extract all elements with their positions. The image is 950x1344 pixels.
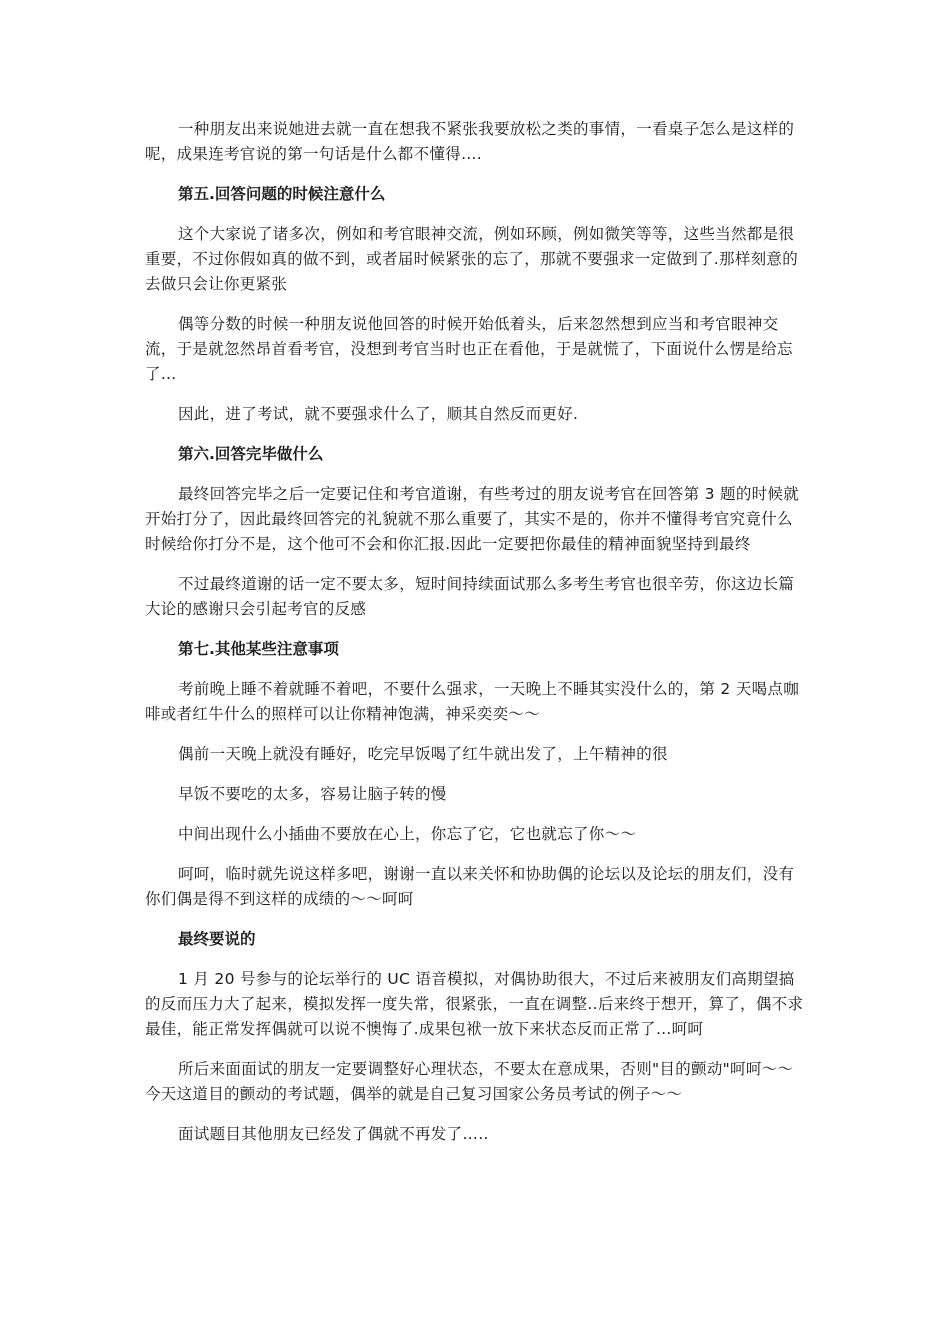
paragraph: 中间出现什么小插曲不要放在心上，你忘了它，它也就忘了你～～ <box>178 825 637 843</box>
paragraph: 面试题目其他朋友已经发了偶就不再发了….. <box>178 1125 489 1143</box>
paragraph: 早饭不要吃的太多，容易让脑子转的慢 <box>178 785 447 803</box>
paragraph: 1 月 20 号参与的论坛举行的 UC 语音模拟，对偶协助很大，不过后来被朋友们高期望搞的反而压力大了起来，模拟发挥一度失常，很紧张，一直在调整..后来终于想开，算了，偶不求最佳，能正常发挥偶就可以说不懊悔了.成果包袱一放下来状态反而正常了…呵呵 <box>145 970 804 1038</box>
document-page <box>145 117 805 1162</box>
section-heading: 最终要说的 <box>178 930 256 948</box>
section-heading: 第五.回答问题的时候注意什么 <box>178 185 386 203</box>
paragraph: 所后来面面试的朋友一定要调整好心理状态，不要太在意成果，否则"目的颤动"呵呵～～今天这道目的颤动的考试题，偶举的就是自己复习国家公务员考试的例子～～ <box>145 1060 794 1103</box>
paragraph: 最终回答完毕之后一定要记住和考官道谢，有些考过的朋友说考官在回答第 3 题的时候就开始打分了，因此最终回答完的礼貌就不那么重要了，其实不是的，你并不懂得考官究竟什么时候给你打分不是，这个他可不会和你汇报.因此一定要把你最佳的精神面貌坚持到最终 <box>145 485 800 553</box>
paragraph: 不过最终道谢的话一定不要太多，短时间持续面试那么多考生考官也很辛劳，你这边长篇大论的感谢只会引起考官的反感 <box>145 575 795 618</box>
paragraph: 考前晚上睡不着就睡不着吧，不要什么强求，一天晚上不睡其实没什么的，第 2 天喝点咖啡或者红牛什么的照样可以让你精神饱满，神采奕奕～～ <box>145 680 800 723</box>
paragraph: 偶等分数的时候一种朋友说他回答的时候开始低着头，后来忽然想到应当和考官眼神交流，于是就忽然昂首看考官，没想到考官当时也正在看他，于是就慌了，下面说什么愣是给忘了… <box>145 315 793 383</box>
paragraph: 一种朋友出来说她进去就一直在想我不紧张我要放松之类的事情，一看桌子怎么是这样的呢，成果连考官说的第一句话是什么都不懂得…. <box>145 120 795 163</box>
paragraph: 这个大家说了诸多次，例如和考官眼神交流，例如环顾，例如微笑等等，这些当然都是很重要，不过你假如真的做不到，或者届时候紧张的忘了，那就不要强求一定做到了.那样刻意的去做只会让你更紧张 <box>145 225 799 293</box>
paragraph: 呵呵，临时就先说这样多吧，谢谢一直以来关怀和协助偶的论坛以及论坛的朋友们，没有你们偶是得不到这样的成绩的～～呵呵 <box>145 865 795 908</box>
paragraph: 因此，进了考试，就不要强求什么了，顺其自然反而更好. <box>178 405 579 423</box>
paragraph: 偶前一天晚上就没有睡好，吃完早饭喝了红牛就出发了，上午精神的很 <box>178 745 668 763</box>
section-heading: 第六.回答完毕做什么 <box>178 445 324 463</box>
section-heading: 第七.其他某些注意事项 <box>178 640 339 658</box>
